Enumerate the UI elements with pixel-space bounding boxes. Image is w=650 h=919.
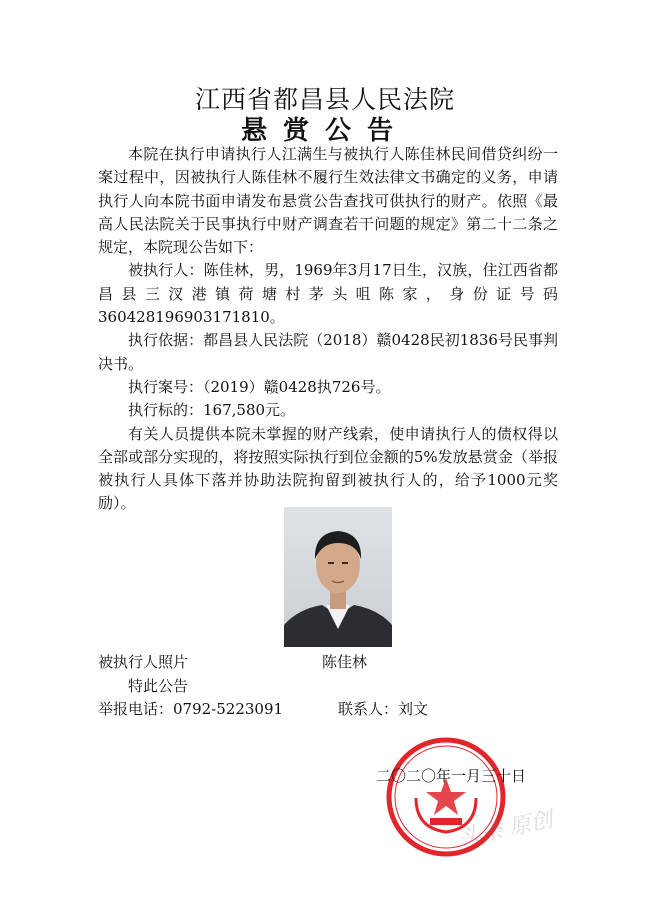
contact-person: 联系人：刘文: [338, 700, 429, 718]
closing-text: 特此公告: [128, 677, 189, 695]
basis-paragraph: 执行依据：都昌县人民法院（2018）赣0428民初1836号民事判决书。: [98, 331, 558, 373]
photo-name: 陈佳林: [322, 653, 368, 671]
debtor-photo: [284, 507, 392, 647]
notice-body: [98, 143, 558, 516]
debtor-paragraph: 被执行人：陈佳林，男，1969年3月17日生，汉族，住江西省都昌县三汊港镇荷塘村茅头咀陈家，身份证号码360428196903171810。: [98, 261, 558, 327]
watermark: 头条 原创: [456, 807, 555, 852]
photo-caption: 被执行人照片: [98, 653, 189, 671]
case-number-paragraph: 执行案号：（2019）赣0428执726号。: [128, 377, 391, 396]
amount-paragraph: 执行标的：167,580元。: [128, 401, 296, 420]
report-phone: 举报电话：0792-5223091: [98, 700, 284, 718]
notice-date: 二〇二〇年一月三十日: [376, 767, 527, 785]
court-name: 江西省都昌县人民法院: [194, 85, 455, 114]
notice-title: 悬赏公告: [240, 116, 409, 146]
person-portrait-icon: [284, 507, 392, 647]
intro-paragraph: 本院在执行申请执行人江满生与被执行人陈佳林民间借贷纠纷一案过程中，因被执行人陈佳林不履行生效法律文书确定的义务，申请执行人向本院书面申请发布悬赏公告查找可供执行的财产。依照《最高人民法院关于民事执行中财产调查若干问题的规定》第二十二条之规定，本院现公告如下：: [98, 145, 558, 257]
reward-paragraph: 有关人员提供本院未掌握的财产线索，使申请执行人的债权得以全部或部分实现的，将按照实际执行到位金额的5%发放悬赏金（举报被执行人具体下落并协助法院拘留到被执行人的，给予1000元奖励）。: [98, 424, 558, 513]
